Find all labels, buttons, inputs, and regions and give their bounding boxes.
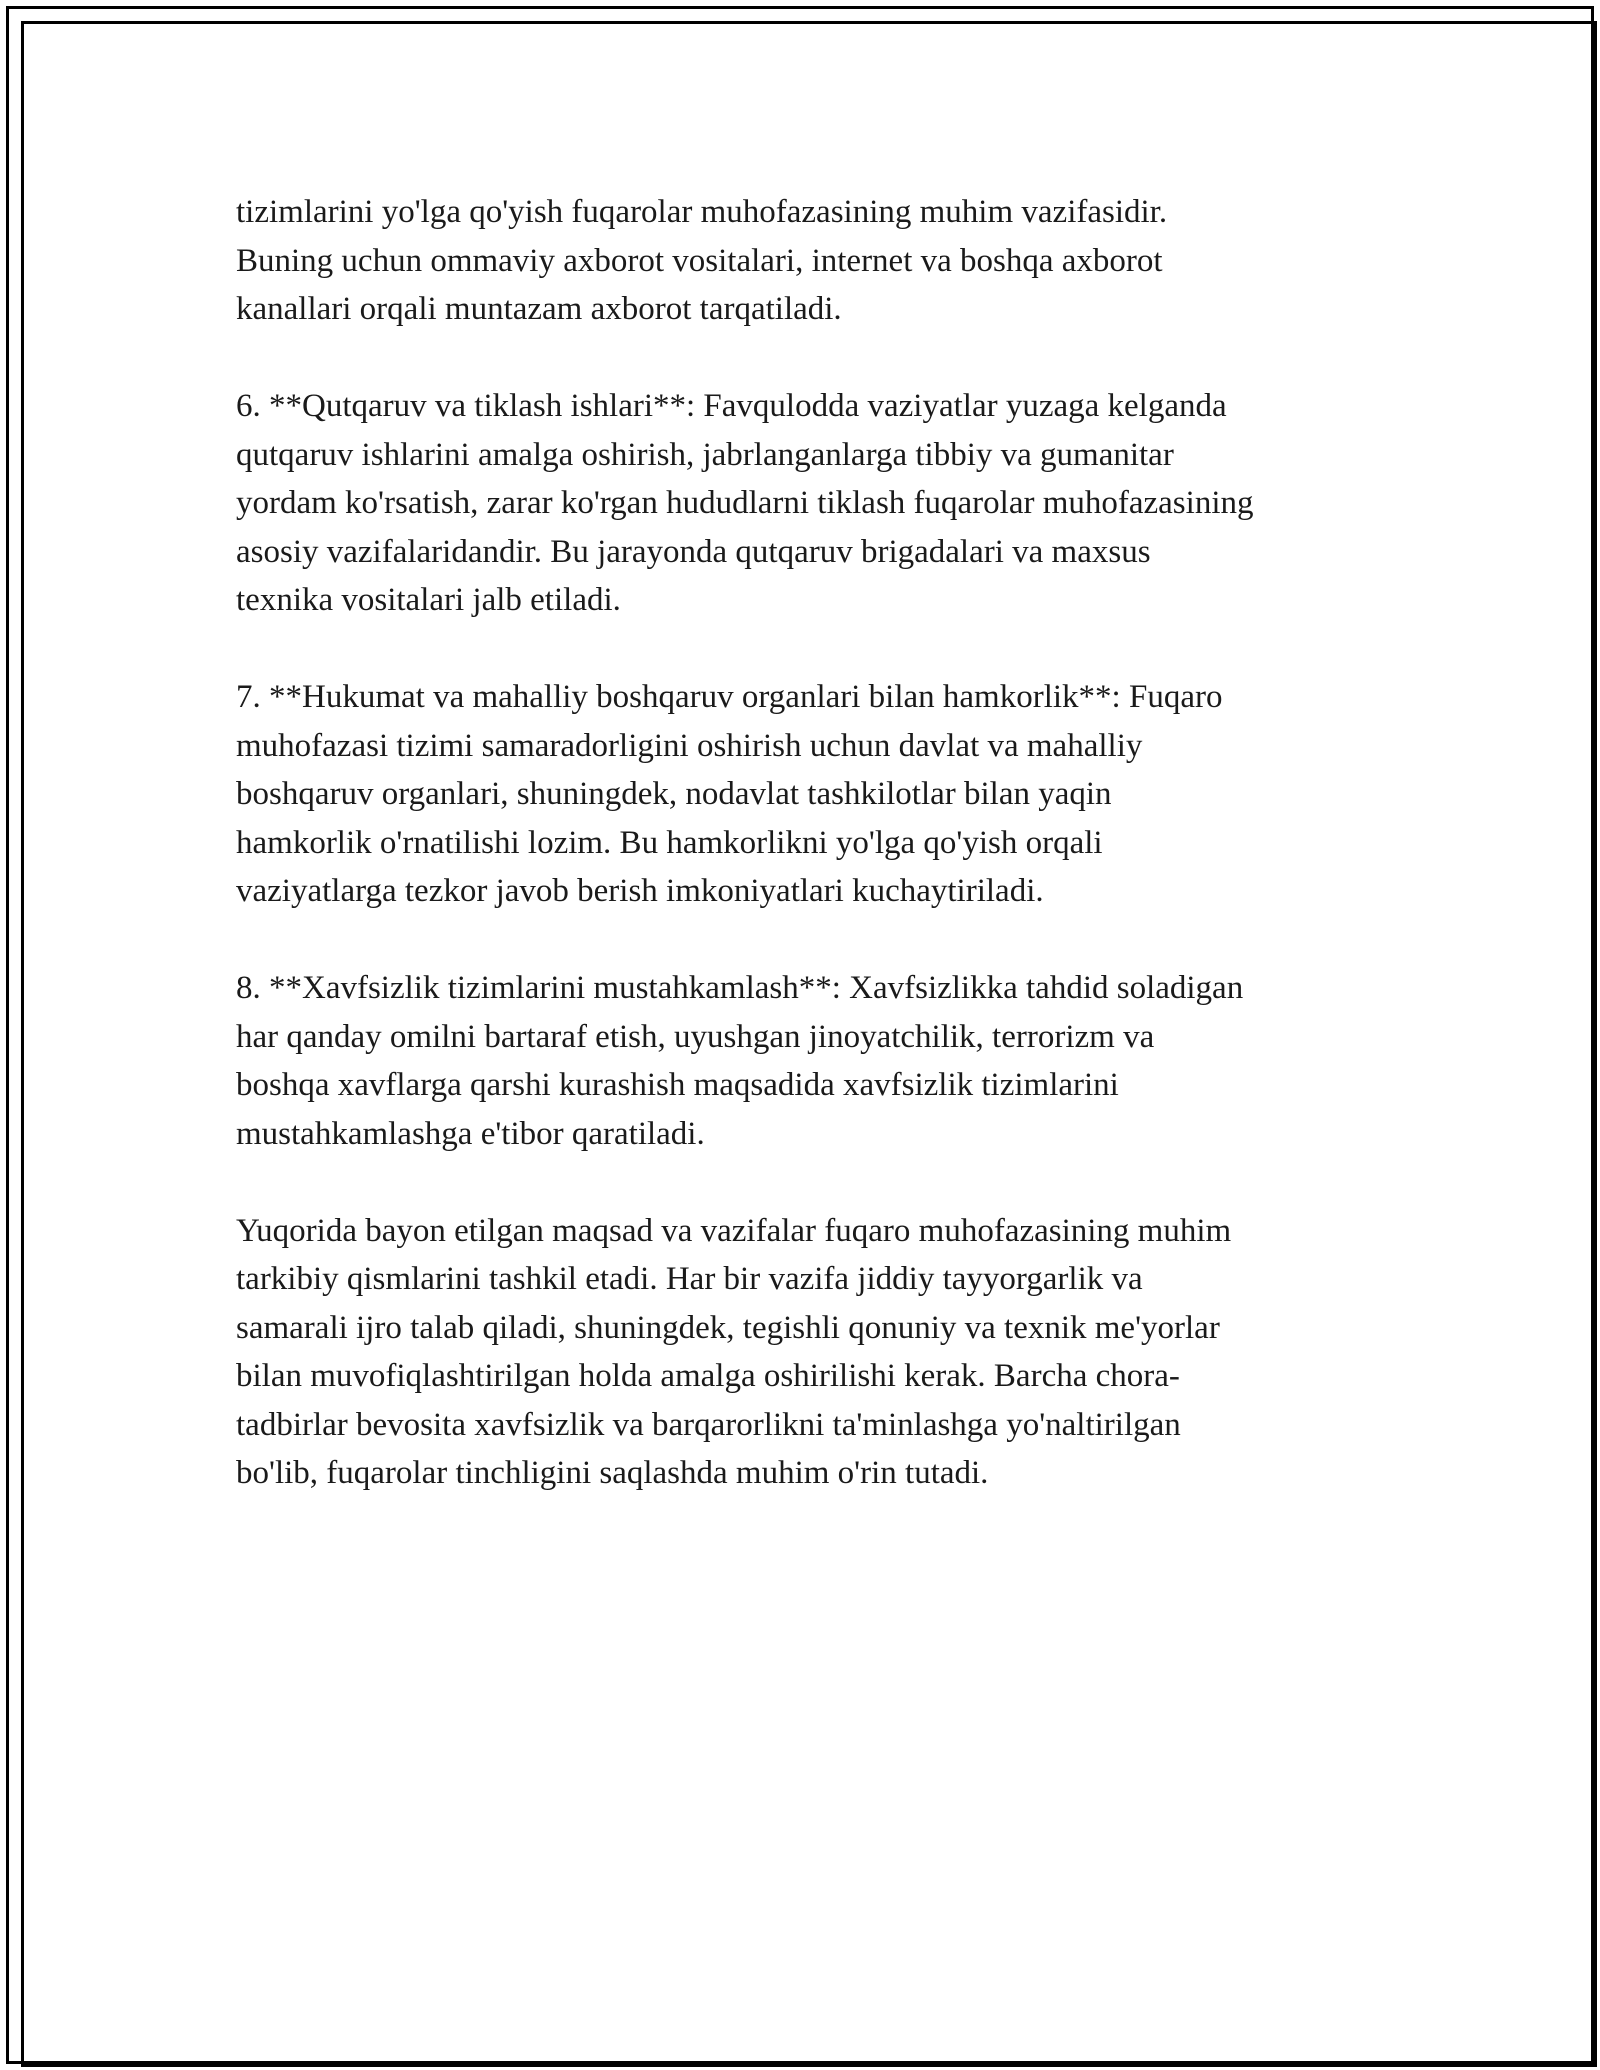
paragraph-item-6-rescue-recovery: 6. **Qutqaruv va tiklash ishlari**: Favqulodda vaziyatlar yuzaga kelganda qutqaruv ishlarini amalga oshirish, jabrlanganlarga tibbiy va gumanitar yordam ko'rsatish, zarar ko'rgan hududlarni tiklash fuqarolar muhofazasining asosiy vazifalaridandir. Bu jarayonda qutqaruv brigadalari va maxsus texnika vositalari jalb etiladi. xyxy=(236,388,1254,618)
document-body xyxy=(236,188,1386,1498)
paragraph-conclusion: Yuqorida bayon etilgan maqsad va vazifalar fuqaro muhofazasining muhim tarkibiy qismlarini tashkil etadi. Har bir vazifa jiddiy tayyorgarlik va samarali ijro talab qiladi, shuningdek, tegishli qonuniy va texnik me'yorlar bilan muvofiqlashtirilgan holda amalga oshirilishi kerak. Barcha chora- tadbirlar bevosita xavfsizlik va barqarorlikni ta'minlashga yo'naltirilgan bo'lib, fuqarolar tinchligini saqlashda muhim o'rin tutadi. xyxy=(236,1212,1232,1491)
paragraph-intro-continuation: tizimlarini yo'lga qo'yish fuqarolar muhofazasining muhim vazifasidir. Buning uchun ommaviy axborot vositalari, internet va boshqa axborot kanallari orqali muntazam axborot tarqatiladi. xyxy=(236,194,1168,327)
paragraph-item-7-government-cooperation: 7. **Hukumat va mahalliy boshqaruv organlari bilan hamkorlik**: Fuqaro muhofazasi tizimi samaradorligini oshirish uchun davlat va mahalliy boshqaruv organlari, shuningdek, nodavlat tashkilotlar bilan yaqin hamkorlik o'rnatilishi lozim. Bu hamkorlikni yo'lga qo'yish orqali vaziyatlarga tezkor javob berish imkoniyatlari kuchaytiriladi. xyxy=(236,679,1223,909)
paragraph-item-8-security-systems: 8. **Xavfsizlik tizimlarini mustahkamlash**: Xavfsizlikka tahdid soladigan har qanday omilni bartaraf etish, uyushgan jinoyatchilik, terrorizm va boshqa xavflarga qarshi kurashish maqsadida xavfsizlik tizimlarini mustahkamlashga e'tibor qaratiladi. xyxy=(236,970,1244,1152)
